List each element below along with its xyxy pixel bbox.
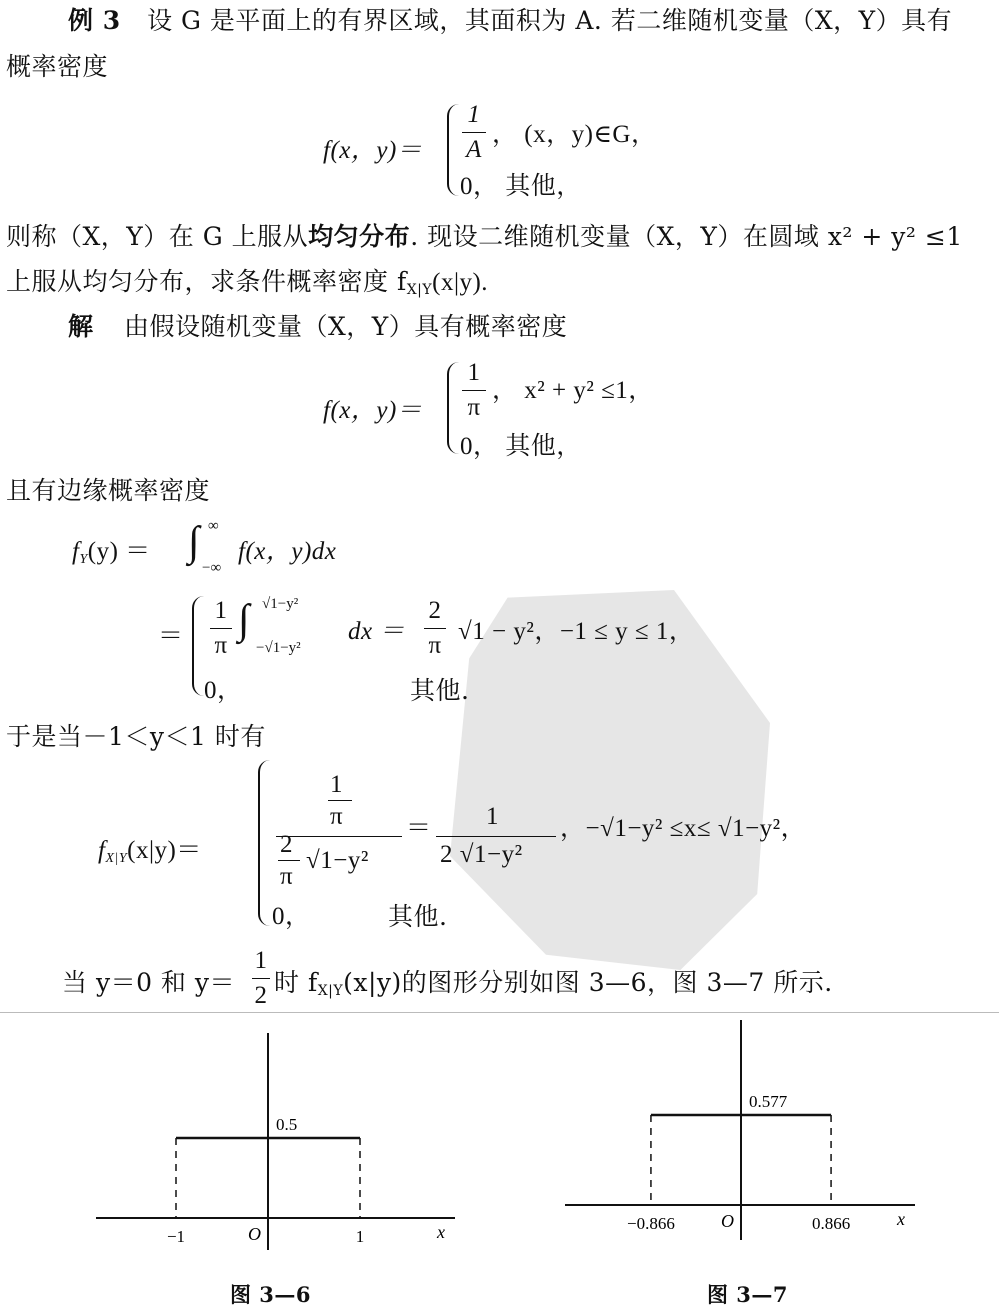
- solution-line3: 于是当－1＜y＜1 时有: [6, 722, 266, 751]
- example-line4-sub: X|Y: [406, 282, 433, 298]
- x-axis-label: x: [437, 1222, 445, 1242]
- example-header: [68, 6, 952, 36]
- formula-fy-f: f: [72, 538, 80, 565]
- solution-line4-sub: X|Y: [317, 983, 344, 999]
- value-label: 0.577: [749, 1091, 788, 1111]
- example-line3c: . 现设二维随机变量（X，Y）在圆域 x² + y² ≤1: [410, 222, 963, 251]
- integral-sign: ∫: [188, 519, 200, 565]
- solution-line1: 由假设随机变量（X，Y）具有概率密度: [123, 312, 568, 341]
- formula-fy-brace: [192, 596, 204, 696]
- solution-line4-frac: [252, 946, 270, 1011]
- formula-fy-integrand: f(x，y)dx: [238, 538, 337, 565]
- formula-fc-den-b: π: [280, 863, 294, 890]
- formula-fc-inner-den: π: [330, 803, 344, 830]
- formula-fy-case2: 0，: [204, 677, 243, 704]
- formula-fc-lhs-end: (x|y)＝: [127, 837, 202, 864]
- formula-f2-frac: [462, 358, 486, 423]
- example-line2: 概率密度: [6, 52, 109, 81]
- solution-line4-num: 1: [254, 947, 268, 974]
- formula-f2-den: π: [467, 394, 481, 421]
- fraction-bar: [252, 978, 270, 979]
- formula-fc-case2-other: 其他.: [388, 902, 448, 931]
- formula-fy-sub: Y: [79, 552, 88, 567]
- formula-fc-range: ，−√1−y² ≤x≤ √1−y²，: [560, 815, 807, 842]
- uniform-distribution-term: 均匀分布: [308, 222, 411, 251]
- formula-fy-frac2: [424, 596, 446, 661]
- formula-fc-lhs: [98, 836, 202, 874]
- section-divider: [0, 1012, 999, 1013]
- origin-label: O: [721, 1211, 734, 1231]
- solution-line4a: 当 y＝0 和 y＝: [62, 968, 235, 997]
- formula-f1-case2: 0， 其他，: [460, 173, 582, 200]
- example-line4-text: 上服从均匀分布，求条件概率密度 f: [6, 267, 407, 296]
- solution-header: [68, 312, 567, 342]
- solution-line4b: 时 f: [274, 968, 318, 997]
- example-line4-end: (x|y).: [432, 269, 489, 296]
- x-axis-label: x: [897, 1209, 905, 1229]
- solution-line2: 且有边缘概率密度: [6, 476, 211, 505]
- example-line3a: 则称（X，Y）在 G 上服从: [6, 222, 309, 251]
- formula-fc-num2: 1: [486, 803, 499, 830]
- formula-f1-brace: [447, 104, 459, 196]
- fraction-bar: [424, 628, 446, 629]
- formula-fy-lhs-end: (y) ＝: [87, 538, 151, 565]
- integral-sign: ∫: [238, 597, 250, 643]
- formula-fy-lhs: [72, 537, 151, 575]
- solution-line4-rest: [274, 968, 833, 1006]
- figure-3-6-chart: [80, 1025, 480, 1255]
- figure-3-7-chart: [555, 1015, 925, 1255]
- formula-f2-num: 1: [467, 359, 481, 386]
- formula-f1-frac: [462, 100, 486, 165]
- formula-fy-lower: −∞: [202, 560, 222, 576]
- formula-f2-case2: 0， 其他，: [460, 433, 582, 460]
- formula-fy-upper: ∞: [208, 518, 219, 534]
- formula-fc-f: f: [98, 837, 106, 864]
- example-label: 例 3: [68, 6, 121, 35]
- example-line4: [6, 267, 488, 305]
- formula-fy-num2: 2: [428, 597, 442, 624]
- fraction-bar: [276, 836, 402, 837]
- fraction-bar: [210, 628, 232, 629]
- origin-label: O: [248, 1224, 261, 1244]
- fraction-bar: [462, 390, 486, 391]
- formula-fy-lower2: −√1−y²: [256, 640, 301, 656]
- watermark-seal: [450, 590, 770, 970]
- formula-fy-frac1: [210, 596, 232, 661]
- formula-fc-den-a: 2: [280, 831, 293, 858]
- formula-fy-case2-other: 其他.: [410, 676, 470, 705]
- solution-line4: [62, 968, 235, 998]
- formula-f2-case1: ， x² + y² ≤1，: [492, 377, 654, 404]
- solution-line4c: (x|y)的图形分别如图 3—6，图 3—7 所示.: [343, 968, 833, 997]
- tick-label-left: −0.866: [627, 1214, 675, 1233]
- formula-f1-case1: ， (x，y)∈G，: [492, 121, 657, 148]
- formula-fy-upper2: √1−y²: [262, 596, 299, 612]
- formula-f2-brace: [447, 362, 459, 454]
- fraction-bar: [328, 800, 352, 801]
- formula-fy-num: 1: [214, 597, 228, 624]
- formula-f1-lhs: f(x，y)＝: [323, 137, 423, 164]
- example-line3: [6, 222, 963, 252]
- formula-fc-den-c: √1−y²: [306, 847, 369, 874]
- figure-3-6-caption: 图 3—6: [230, 1282, 312, 1307]
- fraction-bar: [436, 836, 556, 837]
- formula-fc-eq: ＝: [406, 815, 432, 842]
- formula-fy-dx: dx ＝: [348, 618, 405, 645]
- formula-fy-rest: √1 − y²，−1 ≤ y ≤ 1，: [458, 618, 695, 645]
- formula-f1-num: 1: [467, 101, 481, 128]
- formula-fy-eq: ＝: [158, 623, 184, 650]
- value-label: 0.5: [276, 1115, 298, 1134]
- formula-fc-inner-num: 1: [330, 771, 343, 798]
- formula-f2-lhs: f(x，y)＝: [323, 397, 423, 424]
- solution-line4-den: 2: [254, 982, 268, 1009]
- formula-fc-case2: 0，: [272, 903, 311, 930]
- formula-fc-den2: 2 √1−y²: [440, 841, 523, 868]
- figure-3-7-caption: 图 3—7: [707, 1282, 789, 1307]
- formula-fy-den: π: [214, 632, 228, 659]
- formula-fc-sub: X|Y: [105, 851, 128, 866]
- solution-label: 解: [68, 312, 94, 341]
- formula-f1-den: A: [466, 136, 482, 163]
- tick-label-right: 0.866: [811, 1214, 851, 1233]
- fraction-bar: [462, 132, 486, 133]
- fraction-bar: [278, 860, 300, 861]
- formula-fc-brace: [258, 760, 270, 926]
- formula-fy-den2: π: [428, 632, 442, 659]
- tick-label-left: −1: [166, 1227, 186, 1246]
- tick-label-right: 1: [355, 1227, 365, 1246]
- example-line1: 设 G 是平面上的有界区域，其面积为 A. 若二维随机变量（X，Y）具有: [147, 6, 953, 35]
